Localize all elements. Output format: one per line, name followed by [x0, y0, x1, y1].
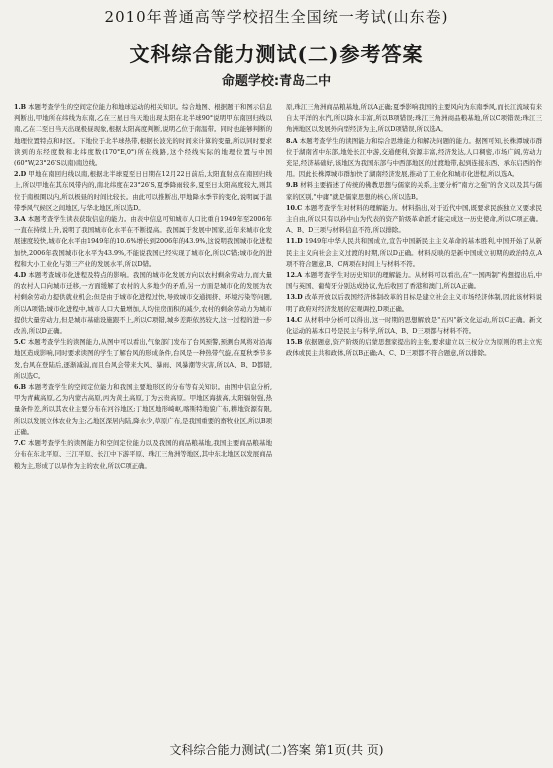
answer-text: 本题考查学生的读图能力,从图中可以看出,气象部门发布了台风预警,预测台风将对沿海地区造成影响,同时要求读图的学生了解台风的形成条件,台风是一种热带气旋,在夏秋季节多发,台风在登陆后,逐渐减弱,而且台风会带来大风、暴雨、风暴潮等灾害,所以A、B、D都错,所以选C。: [14, 338, 272, 380]
answer-number: 4.D: [14, 271, 27, 280]
answer-number: 2.D: [14, 170, 27, 179]
answer-text: 1949年中华人民共和国成立,宣告中国新民主主义革命的基本胜利,中国开始了从新民主主义向社会主义过渡的时期,所以D正确。材料反映的是新中国成立初期的政治特点,A项不符合题意,B、C两项在时间上与材料不符。: [286, 237, 542, 268]
answer-text: 本题考查学生的读图能力和空间定位能力以及我国的商品粮基地,我国主要商品粮基地分布在东北平原、三江平原、长江中下游平原、珠江三角洲等地区,其中东北地区以发展商品粮为主,形成了以旱作为主的农业,所以C项正确。: [14, 439, 272, 470]
answer-item: [286, 180, 542, 202]
exam-line: 2010年普通高等学校招生全国统一考试(山东卷): [104, 8, 449, 26]
answer-number: 9.B: [286, 181, 299, 190]
answer-text: 改革开放以后我国经济体制改革的目标是建立社会主义市场经济体制,因此该材料说明了政府对经济发展的宏观调控,D项正确。: [286, 293, 542, 313]
answer-item: [14, 337, 272, 382]
answer-number: 3.A: [14, 215, 26, 224]
answer-text: 依据题意,资产阶级的启蒙思想家提出的主张,要求建立以三权分立为原则的君主立宪政体或民主共和政体,所以B正确;A、C、D三项都不符合题意,所以排除。: [286, 338, 542, 358]
answer-number: 10.C: [286, 203, 303, 212]
answer-text: 本题考查城市化进程及特点的影响。我国的城市化发展方向以农村剩余劳动力,而大量的农村人口向城市迁移,一方面缓解了农村的人多地少的矛盾,另一方面是城市化的发展为农村剩余劳动力提供就业机会;但是由于城市化进程过快,导致城市交通拥挤、环境污染等问题,所以A项错;城市化进程中,城市人口大量增加,人均住房面积的减少,农村的剩余劳动力为城市提供大量劳动力,但是城市基础设施跟不上,所以C项错,城乡差距依然较大,这一过程的进一步改善,所以D正确。: [14, 271, 272, 336]
answer-text: 本题考查学生的空间定位能力和我国主要地形区的分布等有关知识。由图中信息分析,甲为青藏高原,乙为内蒙古高原,丙为黄土高原,丁为云贵高原。甲地区海拔高,太阳辐射强,热量条件差,所以其农业主要分布在河谷地区;丁地区地形崎岖,喀斯特地貌广布,耕地资源有限,所以以发展立体农业为主;乙地区深居内陆,降水少,草原广布,是我国重要的畜牧业区,所以B项正确。: [14, 383, 272, 436]
answer-number: 11.D: [286, 237, 303, 246]
answer-item: [286, 203, 542, 237]
school-line: 命题学校:青岛二中: [221, 74, 332, 89]
answer-item: [286, 315, 542, 337]
answer-number: 8.A: [286, 136, 298, 145]
answer-text: 材料主要描述了传统的佛教思想与儒家的关系,主要分析"南方之强"的含义以及其与儒家的区别,"中庸"就是儒家思想的核心,所以选B。: [286, 181, 542, 201]
answer-text: 本题考查学生的空间定位能力和地球运动的相关知识。综合地图、根据题干和图示信息判断出,甲地所在纬线为东南,乙在三星日当天地出现太阳在北半球90°说明甲东南回归线以南,乙在二至日当天出现极昼现象,根据太阳高度判断,说明乙位于南温带。同时也能够判断的地理位置特点和时区。下地位于北半球热带,根据长波光的时间来计算的变量,所以同时要求读到的东经度数和北纬度数(170°E,0°)所在线路,这个经线实际的地理位置与中国(60°W,23°26′S以南)南边线。: [14, 103, 272, 168]
answer-text: 从材料中分析可以得出,这一时期的思想解放是"五四"新文化运动,所以C正确。新文化运动的基本口号是民主与科学,所以A、B、D三项都与材料不符。: [286, 315, 542, 336]
answer-text: 甲地在南回归线以南,根据北半球夏至日日期在12月22日前后,太阳直射点在南回归线上,所以甲地在其东风带内的,南北纬度在23°26′S,夏季降雨较多,夏至日太阳高度较大,则其位于南极圈以内,所以极昼的时间比较长。由此可以推断出,甲地降水季节的变化,说明属于温带季风气候区之间地区,与华北地区,所以选D。: [14, 170, 272, 212]
answer-item: [286, 292, 542, 314]
answer-number: 7.C: [14, 439, 26, 448]
answer-item: [14, 382, 272, 438]
answer-text: 本题考查学生读表获取信息的能力。由表中信息可知城市人口比重自1949年至2006年一直在持续上升,说明了我国城市化水平在不断提高。我国属于发展中国家,近年来城市化发展速度较快,城市化水平由1949年的10.6%增长到2006年的43.9%,这说明我国城市化进程加快,2006年我国城市化水平为43.9%,不能说我国已经实现了城市化,所以C错;城市化的进程和大小工业化与第三产业的发展水平,所以D错。: [14, 215, 272, 268]
left-column: [14, 102, 272, 714]
answer-number: 5.C: [14, 338, 26, 347]
answer-item: [14, 169, 272, 214]
page-title: 文科综合能力测试(二)参考答案: [129, 42, 424, 66]
answer-item: [286, 102, 542, 136]
answer-item: [14, 102, 272, 169]
answer-number: 1.B: [14, 103, 27, 111]
answer-item: [14, 214, 272, 270]
answer-number: 6.B: [14, 383, 27, 392]
answer-item: [14, 438, 272, 472]
answer-item: [286, 337, 542, 359]
answer-item: [286, 136, 542, 181]
answer-text: 本题考查学生对材料的理解能力。材料指出,对于近代中国,既要求民族独立又要求民主自由,所以只有以孙中山为代表的资产阶级革命派才能完成这一历史使命,所以C项正确。A、B、D三项与材料信息不符,所以排除。: [286, 203, 542, 235]
answer-number: 15.B: [286, 338, 303, 347]
page-footer: 文科综合能力测试(二)答案 第1页(共 页): [169, 743, 384, 757]
answer-item: [14, 270, 272, 337]
answer-text: 本题考查学生的读图能力和综合思维能力和解决问题的能力。据图可知,长株潭城市群位于湖南省中东部,地处长江中游,交通便利,资源丰富,经济发达,人口稠密,市场广阔,劳动力充足,经济基础好,该地区为我国东部与中西部地区的过渡地带,起到连接东西、承东启西的作用。因此长株潭城市群加快了湖南经济发展,推动了工业化和城市化进程,所以选A。: [286, 136, 542, 179]
answer-item: [286, 236, 542, 270]
answer-text: 本题考查学生对历史知识的理解能力。从材料可以看出,在"一国两制"构想提出后,中国与英国、葡萄牙分别达成协议,先后收回了香港和澳门,所以A正确。: [286, 271, 542, 291]
answer-number: 12.A: [286, 271, 303, 280]
answer-number: 14.C: [286, 315, 303, 324]
answer-number: 13.D: [286, 293, 303, 302]
right-column: [286, 102, 542, 714]
answer-item: [286, 270, 542, 292]
answer-text: 原,珠江三角洲商品粮基地,所以A正确;夏季影响我国的主要风向为东南季风,而长江流域有来自太平洋的水汽,所以降水丰富,所以B项错误;珠江三角洲商品粮基地,所以C项错误;珠江三角洲地区以发展外向型经济为主,所以D项错误,所以选A。: [286, 103, 542, 134]
